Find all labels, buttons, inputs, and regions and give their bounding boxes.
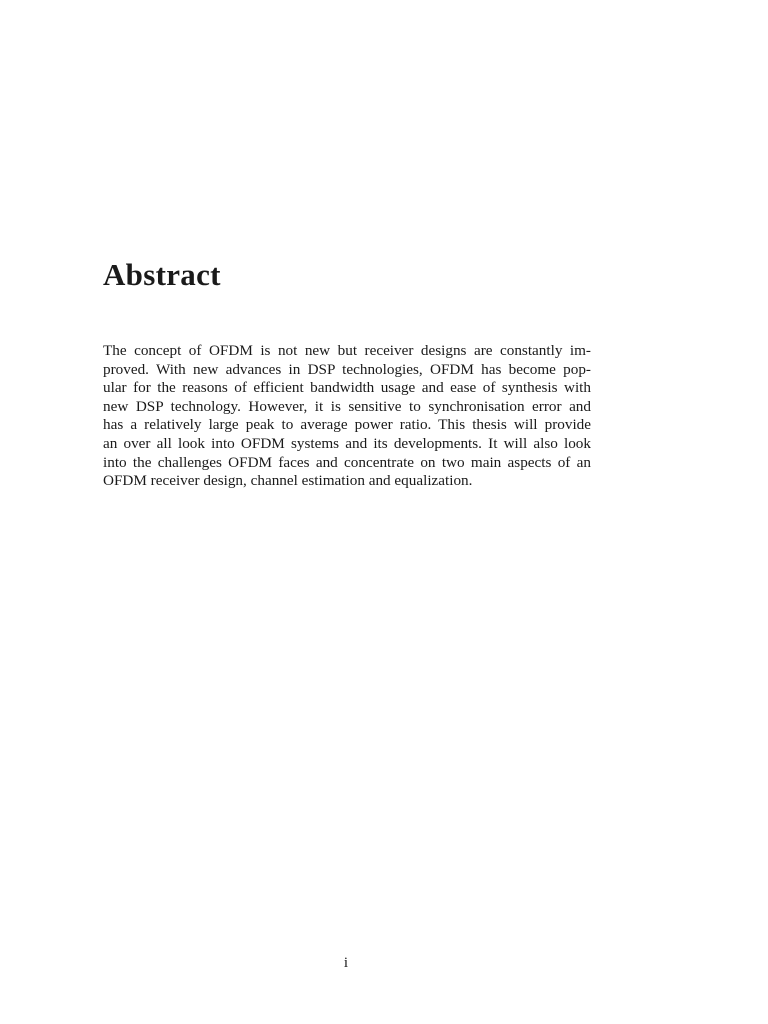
abstract-heading: Abstract — [103, 257, 221, 292]
abstract-line: OFDM receiver design, channel estimation and equalization. — [103, 472, 473, 490]
page-number: i — [343, 955, 349, 971]
abstract-line: has a relatively large peak to average power ratio. This thesis will provide — [103, 416, 591, 434]
abstract-line: proved. With new advances in DSP technologies, OFDM has become pop- — [103, 360, 591, 378]
abstract-line: an over all look into OFDM systems and its developments. It will also look — [103, 434, 591, 452]
abstract-line: into the challenges OFDM faces and concentrate on two main aspects of an — [103, 453, 591, 471]
abstract-line: new DSP technology. However, it is sensitive to synchronisation error and — [103, 397, 591, 415]
abstract-paragraph — [103, 342, 591, 491]
abstract-line: ular for the reasons of efficient bandwidth usage and ease of synthesis with — [103, 379, 591, 397]
abstract-line: The concept of OFDM is not new but receiver designs are constantly im- — [103, 342, 591, 359]
